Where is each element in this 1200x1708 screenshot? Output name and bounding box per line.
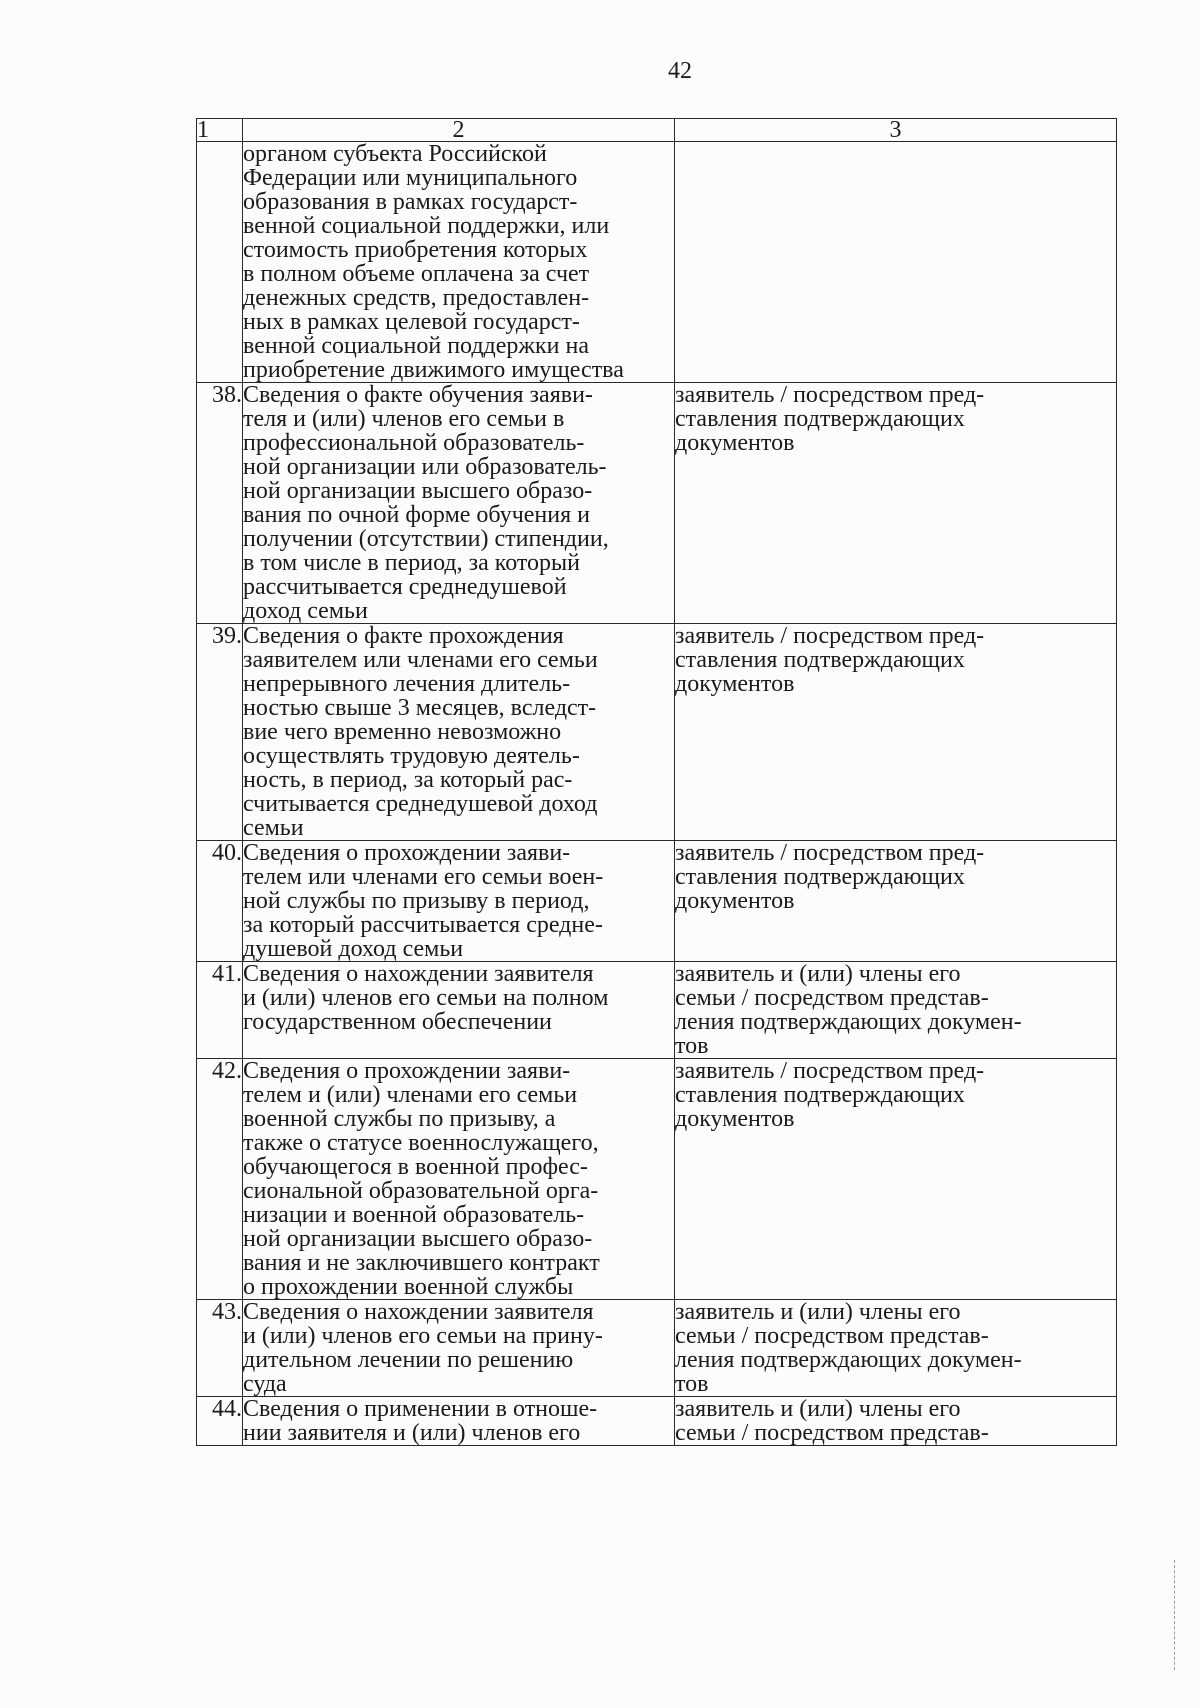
information-cell: Сведения о нахождении заявителя и (или) членов его семьи на полном государственном обеспечении	[243, 962, 675, 1059]
table-row	[197, 624, 1117, 841]
header-col-3: 3	[675, 119, 1117, 142]
information-cell: Сведения о факте прохождения заявителем или членами его семьи непрерывного лечения длитель- ностью свыше 3 месяцев, вследст- вие чего временно невозможно осуществлять трудовую деятель- ность, в период, за который рас- считывается среднедушевой доход семьи	[243, 624, 675, 841]
information-cell: Сведения о прохождении заяви- телем и (или) членами его семьи военной службы по призыву, а также о статусе военнослужащего, обучающегося в военной профес- сиональной образовательной орга- низации и военной образователь- ной организации высшего образо- вания и не заключившего контракт о прохождении военной службы	[243, 1059, 675, 1300]
table-row	[197, 962, 1117, 1059]
header-row	[197, 119, 1117, 142]
page-number: 42	[668, 58, 692, 84]
table-row	[197, 1300, 1117, 1397]
source-cell: заявитель и (или) члены его семьи / посредством представ- ления подтверждающих докумен- тов	[675, 1300, 1117, 1397]
row-number: 43.	[197, 1300, 243, 1397]
header-col-1: 1	[197, 119, 243, 142]
source-cell: заявитель и (или) члены его семьи / посредством представ-	[675, 1397, 1117, 1446]
information-cell: Сведения о применении в отноше- нии заявителя и (или) членов его	[243, 1397, 675, 1446]
row-number: 44.	[197, 1397, 243, 1446]
source-cell: заявитель / посредством пред- ставления подтверждающих документов	[675, 383, 1117, 624]
row-number	[197, 142, 243, 383]
header-col-2: 2	[243, 119, 675, 142]
information-cell: Сведения о нахождении заявителя и (или) членов его семьи на прину- дительном лечении по решению суда	[243, 1300, 675, 1397]
table-row	[197, 1397, 1117, 1446]
table-row	[197, 841, 1117, 962]
table-row	[197, 383, 1117, 624]
information-cell: Сведения о факте обучения заяви- теля и (или) членов его семьи в профессиональной образователь- ной организации или образователь- ной организации высшего образо- вания по очной форме обучения и получении (отсутствии) стипендии, в том числе в период, за который рассчитывается среднедушевой доход семьи	[243, 383, 675, 624]
information-cell: органом субъекта Российской Федерации или муниципального образования в рамках государст- венной социальной поддержки, или стоимость приобретения которых в полном объеме оплачена за счет денежных средств, предоставлен- ных в рамках целевой государст- венной социальной поддержки на приобретение движимого имущества	[243, 142, 675, 383]
row-number: 39.	[197, 624, 243, 841]
source-cell	[675, 142, 1117, 383]
source-cell: заявитель / посредством пред- ставления подтверждающих документов	[675, 624, 1117, 841]
row-number: 40.	[197, 841, 243, 962]
row-number: 41.	[197, 962, 243, 1059]
table-header	[197, 119, 1117, 142]
table-row	[197, 1059, 1117, 1300]
table-row	[197, 142, 1117, 383]
information-cell: Сведения о прохождении заяви- телем или членами его семьи воен- ной службы по призыву в период, за который рассчитывается средне- душевой доход семьи	[243, 841, 675, 962]
source-cell: заявитель и (или) члены его семьи / посредством представ- ления подтверждающих докумен- тов	[675, 962, 1117, 1059]
information-table	[196, 118, 1117, 1446]
row-number: 38.	[197, 383, 243, 624]
scan-edge-marks	[1174, 1560, 1177, 1670]
row-number: 42.	[197, 1059, 243, 1300]
source-cell: заявитель / посредством пред- ставления подтверждающих документов	[675, 1059, 1117, 1300]
source-cell: заявитель / посредством пред- ставления подтверждающих документов	[675, 841, 1117, 962]
